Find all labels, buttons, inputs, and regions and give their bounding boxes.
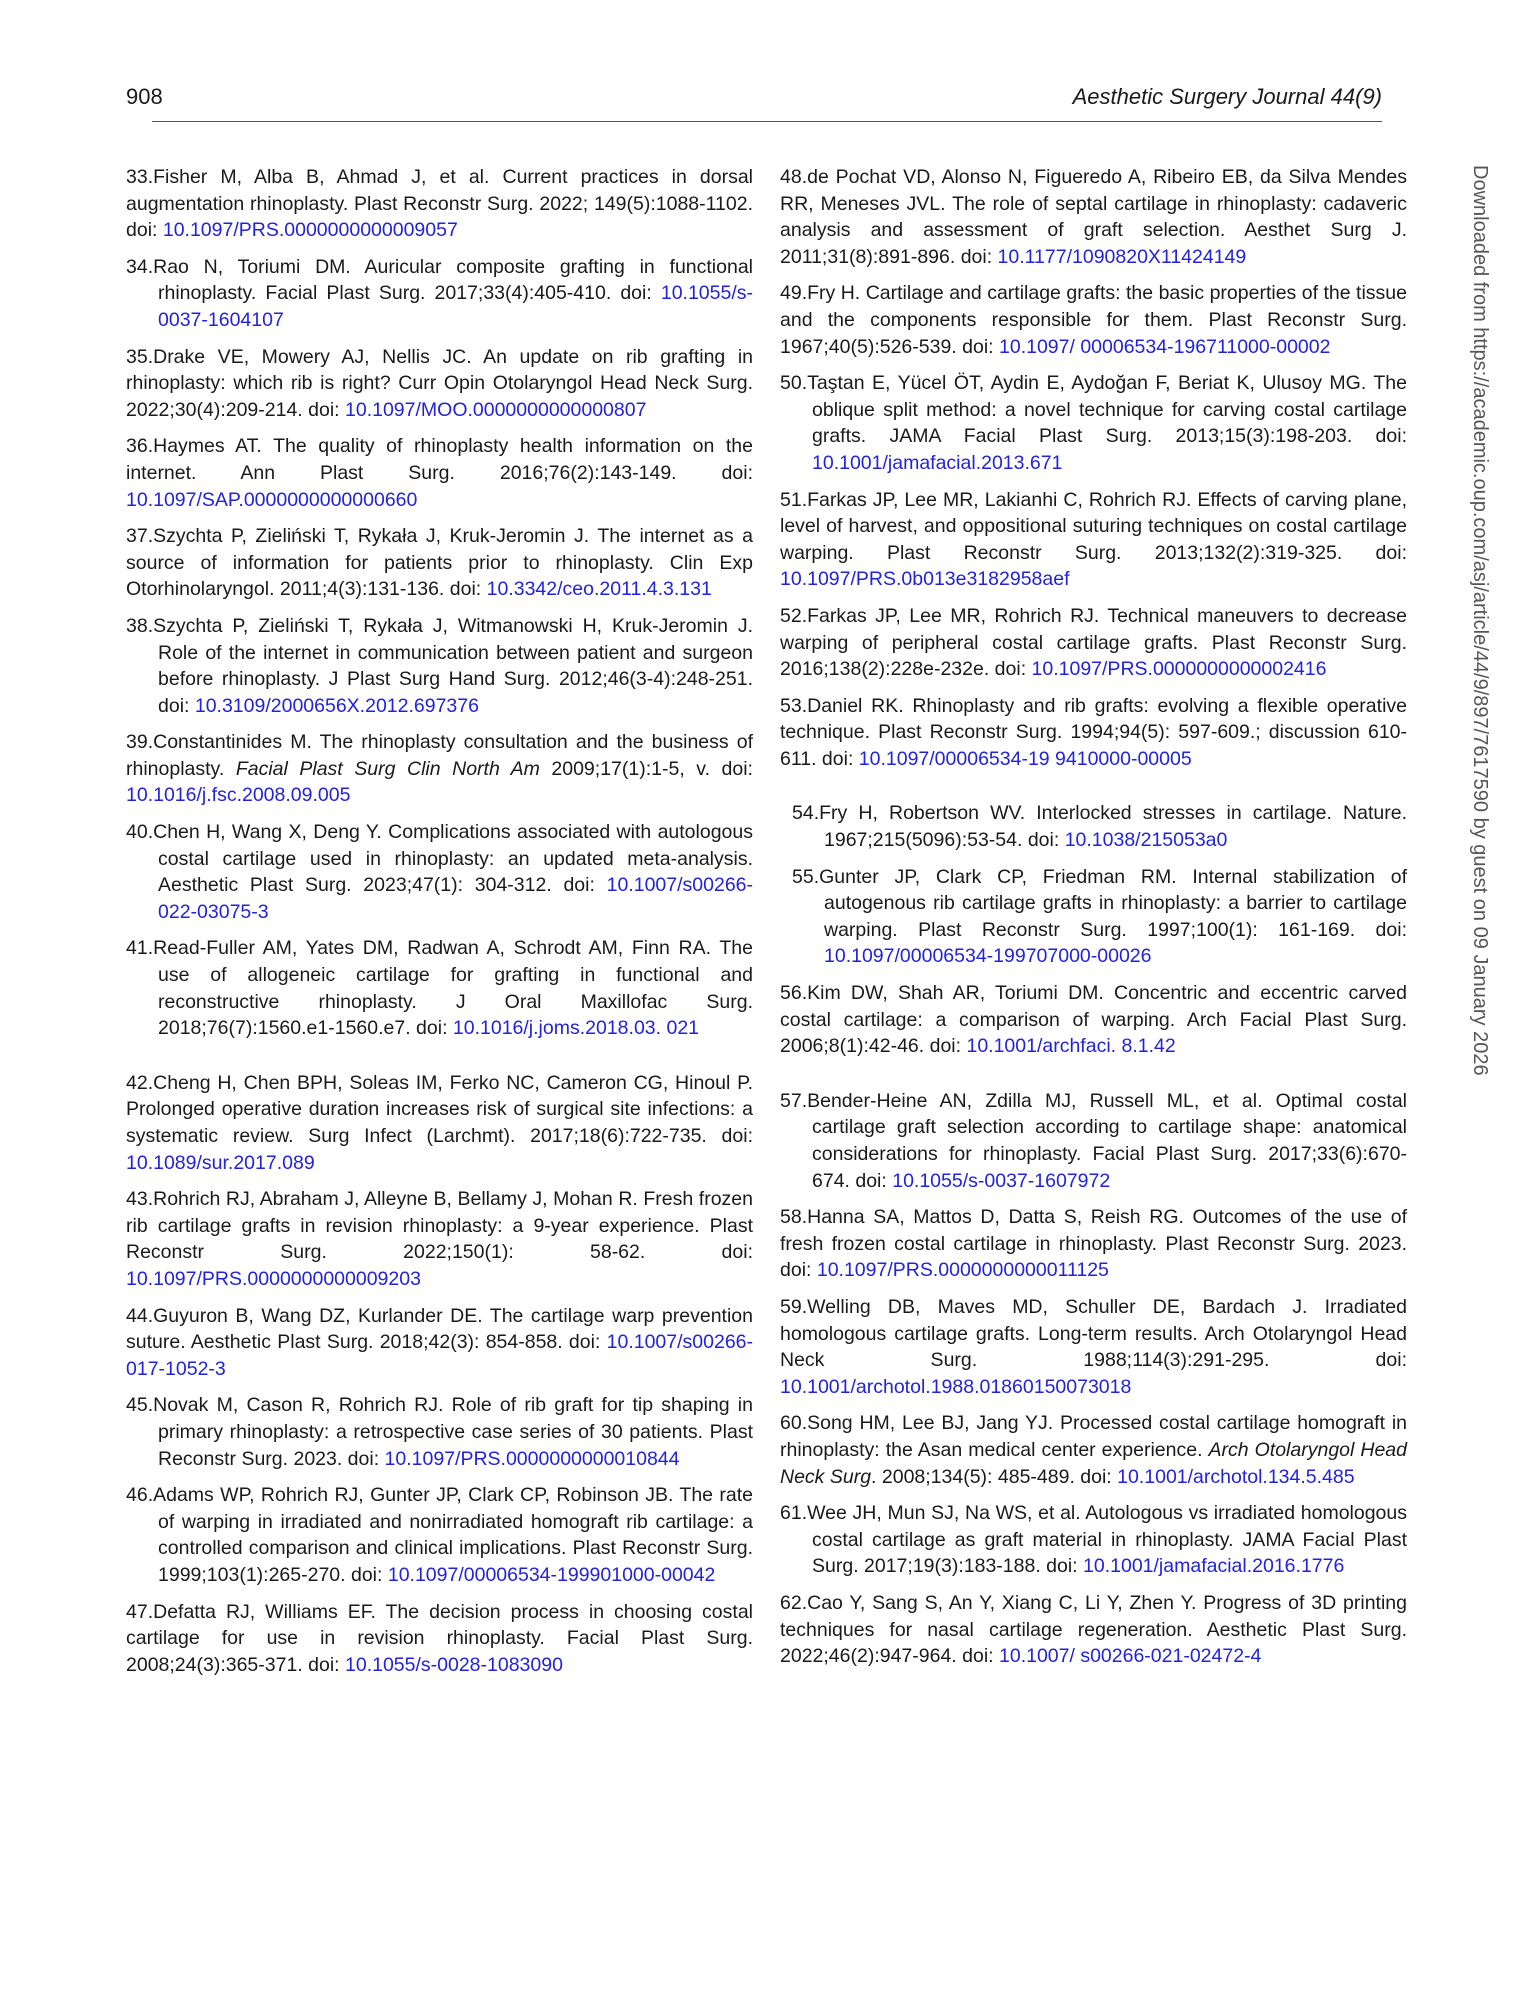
reference-56: 56.Kim DW, Shah AR, Toriumi DM. Concentric and eccentric carved costal cartilage: a comparison of warping. Arch Facial Plast Surg. 2006;8(1):42-46. doi: 10.1001/archfaci. 8.1.42 xyxy=(780,982,1407,1058)
reference-38: 38.Szychta P, Zieliński T, Rykała J, Witmanowski H, Kruk-Jeromin J. Role of the internet in communication between patient and surgeon before rhinoplasty. J Plast Surg Hand Surg. 2012;46(3-4):248-251. doi: 10.3109/2000656X.2012.697376 xyxy=(126,614,753,717)
reference-59: 59.Welling DB, Maves MD, Schuller DE, Bardach J. Irradiated homologous cartilage grafts. Long-term results. Arch Otolaryngol Head Neck Surg. 1988;114(3):291-295. doi: 10.1001/archotol.1988.01860150073018 xyxy=(780,1295,1407,1398)
doi-link[interactable]: 10.1038/215053a0 xyxy=(1064,829,1228,852)
doi-link[interactable]: 10.1007/ s00266-021-02472-4 xyxy=(999,1645,1262,1668)
doi-link[interactable]: 10.1097/PRS.0000000000009057 xyxy=(162,219,458,242)
reference-62: 62.Cao Y, Sang S, An Y, Xiang C, Li Y, Zhen Y. Progress of 3D printing techniques for nasal cartilage regeneration. Aesthetic Plast Surg. 2022;46(2):947-964. doi: 10.1007/ s00266-021-02472-4 xyxy=(780,1591,1407,1668)
reference-52: 52.Farkas JP, Lee MR, Rohrich RJ. Technical maneuvers to decrease warping of peripheral costal cartilage grafts. Plast Reconstr Surg. 2016;138(2):228e-232e. doi: 10.1097/PRS.0000000000002416 xyxy=(780,604,1407,681)
reference-41: 41.Read-Fuller AM, Yates DM, Radwan A, Schrodt AM, Finn RA. The use of allogeneic cartilage for grafting in functional and reconstructive rhinoplasty. J Oral Maxillofac Surg. 2018;76(7):1560.e1-1560.e7. doi: 10.1016/j.joms.2018.03. 021 xyxy=(126,937,753,1040)
doi-link[interactable]: 10.1097/PRS.0b013e3182958aef xyxy=(780,568,1070,591)
reference-57: 57.Bender-Heine AN, Zdilla MJ, Russell ML, et al. Optimal costal cartilage graft selection according to cartilage shape: anatomical considerations for rhinoplasty. Facial Plast Surg. 2017;33(6):670-674. doi: 10.1055/s-0037-1607972 xyxy=(780,1089,1407,1192)
doi-link[interactable]: 10.1016/j.joms.2018.03. 021 xyxy=(452,1017,700,1040)
doi-link[interactable]: 10.1001/archfaci. 8.1.42 xyxy=(966,1035,1176,1058)
reference-50: 50.Taştan E, Yücel ÖT, Aydin E, Aydoğan F, Beriat K, Ulusoy MG. The oblique split method: a novel technique for carving costal cartilage grafts. JAMA Facial Plast Surg. 2013;15(3):198-203. doi: 10.1001/jamafacial.2013.671 xyxy=(780,372,1407,474)
doi-link[interactable]: 10.1097/PRS.0000000000011125 xyxy=(816,1259,1109,1282)
reference-39: 39.Constantinides M. The rhinoplasty consultation and the business of rhinoplasty. Facial Plast Surg Clin North Am 2009;17(1):1-5, v. doi: 10.1016/j.fsc.2008.09.005 xyxy=(126,731,753,807)
reference-34: 34.Rao N, Toriumi DM. Auricular composite grafting in functional rhinoplasty. Facial Plast Surg. 2017;33(4):405-410. doi: 10.1055/s-0037-1604107 xyxy=(126,255,753,331)
download-watermark: Downloaded from https://academic.oup.com/asj/article/44/9/897/7617590 by guest on 09 January 2026 xyxy=(1469,165,1491,1076)
reference-54: 54.Fry H, Robertson WV. Interlocked stresses in cartilage. Nature. 1967;215(5096):53-54. doi: 10.1038/215053a0 xyxy=(792,802,1407,852)
doi-link[interactable]: 10.1089/sur.2017.089 xyxy=(126,1151,315,1174)
doi-link[interactable]: 10.1055/s-0028-1083090 xyxy=(345,1653,563,1676)
reference-40: 40.Chen H, Wang X, Deng Y. Complications associated with autologous costal cartilage used in rhinoplasty: an updated meta-analysis. Aesthetic Plast Surg. 2023;47(1): 304-312. doi: 10.1007/s00266-022-03075-3 xyxy=(126,821,753,923)
doi-link[interactable]: 10.1097/00006534-199707000-00026 xyxy=(824,945,1152,968)
reference-46: 46.Adams WP, Rohrich RJ, Gunter JP, Clark CP, Robinson JB. The rate of warping in irradiated and nonirradiated homograft rib cartilage: a controlled comparison and clinical implications. Plast Reconstr Surg. 1999;103(1):265-270. doi: 10.1097/00006534-199901000-00042 xyxy=(126,1484,753,1586)
doi-link[interactable]: 10.1097/PRS.0000000000002416 xyxy=(1031,658,1327,681)
reference-51: 51.Farkas JP, Lee MR, Lakianhi C, Rohrich RJ. Effects of carving plane, level of harvest, and oppositional suturing techniques on costal cartilage warping. Plast Reconstr Surg. 2013;132(2):319-325. doi: 10.1097/PRS.0b013e3182958aef xyxy=(780,488,1407,591)
doi-link[interactable]: 10.1097/ 00006534-196711000-00002 xyxy=(999,335,1331,358)
reference-49: 49.Fry H. Cartilage and cartilage grafts: the basic properties of the tissue and the components responsible for them. Plast Reconstr Surg. 1967;40(5):526-539. doi: 10.1097/ 00006534-196711000-00002 xyxy=(780,282,1407,358)
reference-33: 33.Fisher M, Alba B, Ahmad J, et al. Current practices in dorsal augmentation rhinoplasty. Plast Reconstr Surg. 2022; 149(5):1088-1102. doi: 10.1097/PRS.0000000000009057 xyxy=(126,166,753,242)
doi-link[interactable]: 10.1001/jamafacial.2016.1776 xyxy=(1083,1555,1345,1578)
reference-37: 37.Szychta P, Zieliński T, Rykała J, Kruk-Jeromin J. The internet as a source of information for patients prior to rhinoplasty. Clin Exp Otorhinolaryngol. 2011;4(3):131-136. doi: 10.3342/ceo.2011.4.3.131 xyxy=(126,525,753,601)
page-number: 908 xyxy=(126,84,163,109)
reference-48: 48.de Pochat VD, Alonso N, Figueredo A, Ribeiro EB, da Silva Mendes RR, Meneses JVL. The role of septal cartilage in rhinoplasty: cadaveric analysis and assessment of graft selection. Aesthet Surg J. 2011;31(8):891-896. doi: 10.1177/1090820X11424149 xyxy=(780,166,1407,268)
reference-58: 58.Hanna SA, Mattos D, Datta S, Reish RG. Outcomes of the use of fresh frozen costal cartilage in rhinoplasty. Plast Reconstr Surg. 2023. doi: 10.1097/PRS.0000000000011125 xyxy=(780,1206,1407,1282)
doi-link[interactable]: 10.1097/00006534-19 9410000-00005 xyxy=(858,747,1192,770)
reference-60: 60.Song HM, Lee BJ, Jang YJ. Processed costal cartilage homograft in rhinoplasty: the Asan medical center experience. Arch Otolaryngol Head Neck Surg. 2008;134(5): 485-489. doi: 10.1001/archotol.134.5.485 xyxy=(780,1412,1407,1488)
doi-link[interactable]: 10.1016/j.fsc.2008.09.005 xyxy=(126,784,351,807)
doi-link[interactable]: 10.3109/2000656X.2012.697376 xyxy=(194,694,479,717)
doi-link[interactable]: 10.1097/00006534-199901000-00042 xyxy=(387,1563,716,1586)
doi-link[interactable]: 10.1097/PRS.0000000000009203 xyxy=(126,1267,421,1290)
doi-link[interactable]: 10.3342/ceo.2011.4.3.131 xyxy=(486,578,712,601)
reference-42: 42.Cheng H, Chen BPH, Soleas IM, Ferko NC, Cameron CG, Hinoul P. Prolonged operative duration increases risk of surgical site infections: a systematic review. Surg Infect (Larchmt). 2017;18(6):722-735. doi: 10.1089/sur.2017.089 xyxy=(126,1071,753,1174)
doi-link[interactable]: 10.1001/jamafacial.2013.671 xyxy=(812,451,1063,474)
doi-link[interactable]: 10.1097/SAP.0000000000000660 xyxy=(126,488,418,511)
doi-link[interactable]: 10.1097/MOO.0000000000000807 xyxy=(345,398,647,421)
doi-link[interactable]: 10.1177/1090820X11424149 xyxy=(997,245,1247,268)
reference-45: 45.Novak M, Cason R, Rohrich RJ. Role of rib graft for tip shaping in primary rhinoplasty: a retrospective case series of 30 patients. Plast Reconstr Surg. 2023. doi: 10.1097/PRS.0000000000010844 xyxy=(126,1394,753,1470)
doi-link[interactable]: 10.1055/s-0037-1607972 xyxy=(892,1169,1111,1192)
doi-link[interactable]: 10.1055/s-0037-1604107 xyxy=(158,282,753,331)
doi-link[interactable]: 10.1097/PRS.0000000000010844 xyxy=(384,1447,680,1470)
reference-47: 47.Defatta RJ, Williams EF. The decision process in choosing costal cartilage for use in revision rhinoplasty. Facial Plast Surg. 2008;24(3):365-371. doi: 10.1055/s-0028-1083090 xyxy=(126,1600,753,1676)
reference-55: 55.Gunter JP, Clark CP, Friedman RM. Internal stabilization of autogenous rib cartilage grafts in rhinoplasty: a barrier to cartilage warping. Plast Reconstr Surg. 1997;100(1): 161-169. doi: 10.1097/00006534-199707000-00026 xyxy=(792,865,1407,968)
reference-44: 44.Guyuron B, Wang DZ, Kurlander DE. The cartilage warp prevention suture. Aesthetic Plast Surg. 2018;42(3): 854-858. doi: 10.1007/s00266-017-1052-3 xyxy=(126,1304,753,1380)
references-left-column xyxy=(126,164,753,1688)
header-divider xyxy=(152,121,1382,122)
journal-title: Aesthetic Surgery Journal 44(9) xyxy=(1072,84,1382,109)
reference-53: 53.Daniel RK. Rhinoplasty and rib grafts: evolving a flexible operative technique. Plast Reconstr Surg. 1994;94(5): 597-609.; discussion 610-611. doi: 10.1097/00006534-19 9410000-00005 xyxy=(780,694,1407,770)
reference-35: 35.Drake VE, Mowery AJ, Nellis JC. An update on rib grafting in rhinoplasty: which rib is right? Curr Opin Otolaryngol Head Neck Surg. 2022;30(4):209-214. doi: 10.1097/MOO.0000000000000807 xyxy=(126,345,753,421)
doi-link[interactable]: 10.1001/archotol.134.5.485 xyxy=(1117,1465,1355,1488)
doi-link[interactable]: 10.1007/s00266-022-03075-3 xyxy=(158,874,753,923)
reference-36: 36.Haymes AT. The quality of rhinoplasty health information on the internet. Ann Plast Surg. 2016;76(2):143-149. doi: 10.1097/SAP.0000000000000660 xyxy=(126,435,753,511)
reference-61: 61.Wee JH, Mun SJ, Na WS, et al. Autologous vs irradiated homologous costal cartilage as graft material in rhinoplasty. JAMA Facial Plast Surg. 2017;19(3):183-188. doi: 10.1001/jamafacial.2016.1776 xyxy=(780,1502,1407,1578)
doi-link[interactable]: 10.1007/s00266-017-1052-3 xyxy=(126,1331,753,1380)
references-right-column xyxy=(780,164,1407,1680)
reference-43: 43.Rohrich RJ, Abraham J, Alleyne B, Bellamy J, Mohan R. Fresh frozen rib cartilage grafts in revision rhinoplasty: a 9-year experience. Plast Reconstr Surg. 2022;150(1): 58-62. doi: 10.1097/PRS.0000000000009203 xyxy=(126,1188,753,1290)
doi-link[interactable]: 10.1001/archotol.1988.01860150073018 xyxy=(780,1375,1132,1398)
